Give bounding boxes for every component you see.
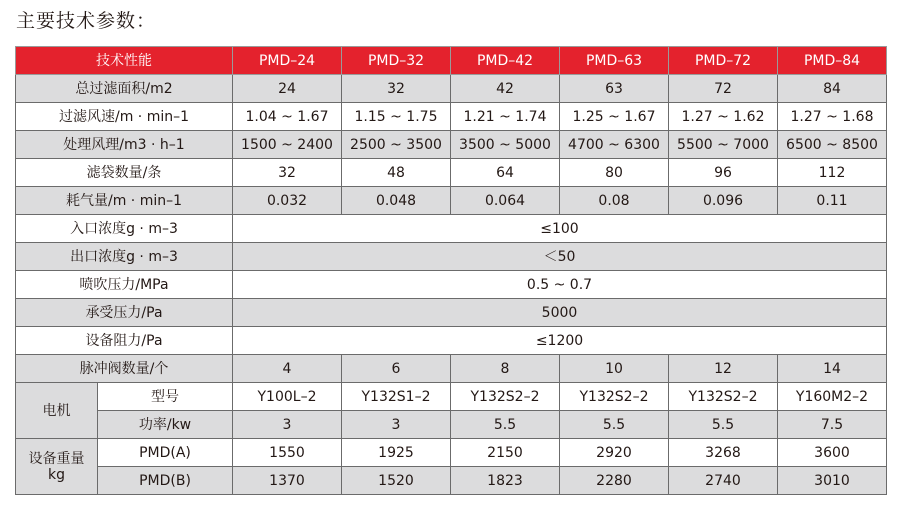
cell: 12 — [669, 355, 778, 383]
row-sublabel-weight-a: PMD(A) — [98, 439, 233, 467]
cell: 1500 ~ 2400 — [233, 131, 342, 159]
cell-merged: ＜50 — [233, 243, 887, 271]
table-row — [16, 383, 887, 411]
row-sublabel-model: 型号 — [98, 383, 233, 411]
cell: 0.11 — [778, 187, 887, 215]
cell: 32 — [233, 159, 342, 187]
table-row — [16, 411, 887, 439]
table-row — [16, 103, 887, 131]
cell: 84 — [778, 75, 887, 103]
table-row — [16, 327, 887, 355]
table-row — [16, 75, 887, 103]
row-label-inlet: 入口浓度g · m–3 — [16, 215, 233, 243]
row-label-resist: 设备阻力/Pa — [16, 327, 233, 355]
cell: 1370 — [233, 467, 342, 495]
cell: 42 — [451, 75, 560, 103]
row-sublabel-power: 功率/kw — [98, 411, 233, 439]
cell: 1925 — [342, 439, 451, 467]
cell: 5.5 — [669, 411, 778, 439]
header-model: PMD–42 — [451, 47, 560, 75]
cell: 1.15 ~ 1.75 — [342, 103, 451, 131]
cell: 72 — [669, 75, 778, 103]
row-label-bear: 承受压力/Pa — [16, 299, 233, 327]
cell-merged: ≤1200 — [233, 327, 887, 355]
cell: 0.064 — [451, 187, 560, 215]
cell: 5.5 — [560, 411, 669, 439]
cell: 1520 — [342, 467, 451, 495]
table-row — [16, 215, 887, 243]
cell: 6 — [342, 355, 451, 383]
table-row — [16, 355, 887, 383]
table-row — [16, 467, 887, 495]
row-label-blow: 喷吹压力/MPa — [16, 271, 233, 299]
weight-label-line1: 设备重量 — [28, 450, 85, 467]
cell: 3500 ~ 5000 — [451, 131, 560, 159]
row-label-speed: 过滤风速/m · min–1 — [16, 103, 233, 131]
cell: Y132S1–2 — [342, 383, 451, 411]
table-row — [16, 439, 887, 467]
cell: Y132S2–2 — [451, 383, 560, 411]
row-label-airflow: 处理风理/m3 · h–1 — [16, 131, 233, 159]
header-model: PMD–24 — [233, 47, 342, 75]
header-row — [16, 47, 887, 75]
cell: 32 — [342, 75, 451, 103]
cell: 1.27 ~ 1.68 — [778, 103, 887, 131]
cell: 3268 — [669, 439, 778, 467]
cell: Y100L–2 — [233, 383, 342, 411]
weight-label-line2: kg — [48, 466, 65, 483]
row-sublabel-weight-b: PMD(B) — [98, 467, 233, 495]
cell-merged: 0.5 ~ 0.7 — [233, 271, 887, 299]
cell: 4700 ~ 6300 — [560, 131, 669, 159]
cell: 0.032 — [233, 187, 342, 215]
row-label-outlet: 出口浓度g · m–3 — [16, 243, 233, 271]
row-label-weight — [16, 439, 98, 495]
table-row — [16, 271, 887, 299]
header-model: PMD–84 — [778, 47, 887, 75]
cell: 2920 — [560, 439, 669, 467]
cell: 48 — [342, 159, 451, 187]
cell: 2150 — [451, 439, 560, 467]
header-model: PMD–63 — [560, 47, 669, 75]
cell: 5.5 — [451, 411, 560, 439]
cell: 2740 — [669, 467, 778, 495]
cell: Y160M2–2 — [778, 383, 887, 411]
cell: 2500 ~ 3500 — [342, 131, 451, 159]
cell: 3010 — [778, 467, 887, 495]
row-label-air: 耗气量/m · min–1 — [16, 187, 233, 215]
cell: 24 — [233, 75, 342, 103]
row-label-motor: 电机 — [16, 383, 98, 439]
row-label-valves: 脉冲阀数量/个 — [16, 355, 233, 383]
cell: 5500 ~ 7000 — [669, 131, 778, 159]
table-row — [16, 131, 887, 159]
cell: Y132S2–2 — [669, 383, 778, 411]
header-label: 技术性能 — [16, 47, 233, 75]
cell: 0.048 — [342, 187, 451, 215]
cell: 96 — [669, 159, 778, 187]
cell: 64 — [451, 159, 560, 187]
cell: 8 — [451, 355, 560, 383]
cell: 1823 — [451, 467, 560, 495]
table-row — [16, 299, 887, 327]
table-row — [16, 159, 887, 187]
row-label-area: 总过滤面积/m2 — [16, 75, 233, 103]
cell: 1.25 ~ 1.67 — [560, 103, 669, 131]
table-row — [16, 243, 887, 271]
cell: Y132S2–2 — [560, 383, 669, 411]
cell: 1.27 ~ 1.62 — [669, 103, 778, 131]
cell: 1.21 ~ 1.74 — [451, 103, 560, 131]
cell: 6500 ~ 8500 — [778, 131, 887, 159]
page-title: 主要技术参数： — [16, 10, 157, 32]
cell-merged: ≤100 — [233, 215, 887, 243]
cell: 10 — [560, 355, 669, 383]
cell: 3600 — [778, 439, 887, 467]
header-model: PMD–72 — [669, 47, 778, 75]
header-model: PMD–32 — [342, 47, 451, 75]
cell: 80 — [560, 159, 669, 187]
cell: 1.04 ~ 1.67 — [233, 103, 342, 131]
cell-merged: 5000 — [233, 299, 887, 327]
cell: 2280 — [560, 467, 669, 495]
cell: 0.08 — [560, 187, 669, 215]
cell: 3 — [342, 411, 451, 439]
cell: 1550 — [233, 439, 342, 467]
table-row — [16, 187, 887, 215]
row-label-bags: 滤袋数量/条 — [16, 159, 233, 187]
cell: 112 — [778, 159, 887, 187]
spec-table — [15, 46, 887, 495]
cell: 4 — [233, 355, 342, 383]
cell: 7.5 — [778, 411, 887, 439]
cell: 63 — [560, 75, 669, 103]
cell: 3 — [233, 411, 342, 439]
cell: 0.096 — [669, 187, 778, 215]
cell: 14 — [778, 355, 887, 383]
